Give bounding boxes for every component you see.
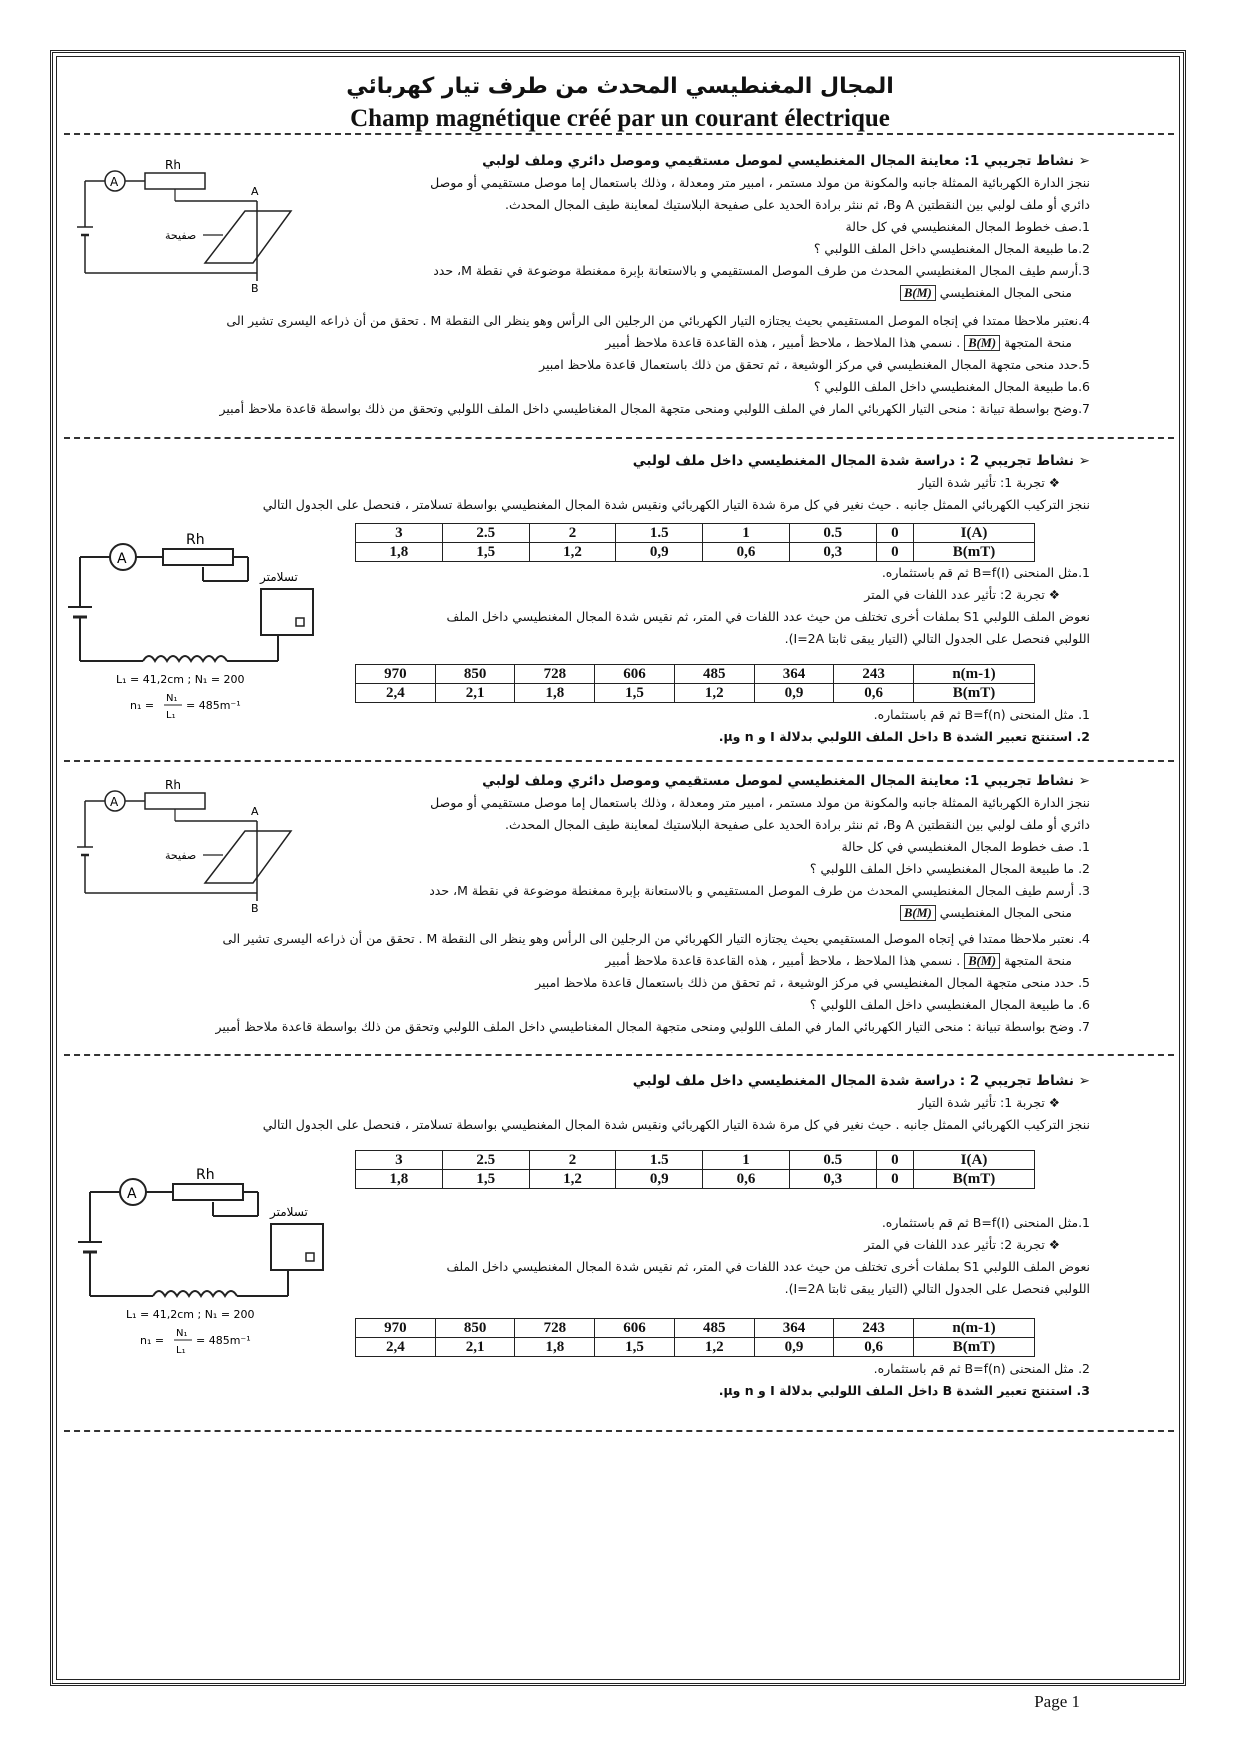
bullet-arrow-icon: ➢ bbox=[1073, 1073, 1090, 1089]
question-7: وضح بواسطة تبيانة : منحى التيار الكهربائي المار في الملف اللولبي ومنحى متجهة المجال المغناطيسي داخل الملف اللولبي وتحقق من ذلك بواسطة قاعدة ملاحظ أمبير bbox=[219, 401, 1079, 416]
circuit-diagram-coil bbox=[68, 525, 338, 725]
teslameter-icon bbox=[261, 589, 313, 635]
turns-formula-den: L₁ bbox=[166, 710, 176, 721]
turns-formula-lhs: n₁ = bbox=[130, 699, 155, 712]
exp1-title: تجربة 1: تأثير شدة التيار bbox=[918, 475, 1045, 490]
vector-bm: B(M) bbox=[900, 285, 936, 301]
activity2-section-3: 1. مثل المنحنى B=f(n) ثم قم باستثماره. 2. استنتج تعبير الشدة B داخل الملف اللولبي بدلالة I و n وµ. bbox=[718, 707, 1090, 744]
rheostat-label: Rh bbox=[165, 158, 181, 172]
question-plot-2: مثل المنحنى B=f(n) ثم قم باستثماره. bbox=[873, 707, 1075, 722]
coil-icon bbox=[143, 656, 227, 661]
intro-line: دائري أو ملف لولبي بين النقطتين A وB، ثم ننثر برادة الحديد على صفيحة البلاستيك لمعاينة طيف المجال المحدث. bbox=[505, 197, 1090, 212]
coil-spec: L₁ = 41,2cm ; N₁ = 200 bbox=[126, 1308, 255, 1321]
table-current: I(A) 0 0.5 1 1.5 2 2.5 3 B(mT) 0 0,3 0,6 0,9 1,2 1,5 1,8 bbox=[355, 1150, 1035, 1189]
question-4: نعتبر ملاحظا ممتدا في إتجاه الموصل المستقيمي بحيث يجتازه التيار الكهربائي من الرجلين الى الرأس وهو ينظر الى النقطة M . تحقق من أن ذراعه اليسرى تشير الى bbox=[226, 313, 1079, 328]
question-3: أرسم طيف المجال المغنطيسي المحدث من طرف الموصل المستقيمي و بالاستعانة بإبرة ممغنطة موضوعة في نقطة M، حدد bbox=[433, 263, 1079, 278]
divider bbox=[64, 1430, 1174, 1432]
exp2-text: اللولبي فنحصل على الجدول التالي (التيار يبقى ثابتا I=2A). bbox=[784, 1281, 1090, 1296]
question-6: ما طبيعة المجال المغنطيسي داخل الملف اللولبي ؟ bbox=[809, 997, 1075, 1012]
intro-line: ننجز الدارة الكهربائية الممثلة جانبه والمكونة من مولد مستمر ، امبير متر ومعدلة ، وذلك باستعمال إما موصل مستقيمي أو موصل bbox=[430, 175, 1090, 190]
rheostat-label: Rh bbox=[196, 1167, 215, 1183]
turns-formula-num: N₁ bbox=[176, 1328, 188, 1339]
table-current: I(A) 0 0.5 1 1.5 2 2.5 3 B(mT) 0 0,3 0,6 0,9 1,2 1,5 1,8 bbox=[355, 523, 1035, 562]
point-a-label: A bbox=[251, 805, 259, 818]
bullet-arrow-icon: ➢ bbox=[1073, 453, 1090, 469]
exp2-text: نعوض الملف اللولبي S1 بملفات أخرى تختلف من حيث عدد اللفات في المتر، ثم نقيس شدة المجال المغنطيسي داخل الملف bbox=[446, 1259, 1090, 1274]
question-plot-2: مثل المنحنى B=f(n) ثم قم باستثماره. bbox=[873, 1361, 1075, 1376]
question-plot-1: مثل المنحنى B=f(I) ثم قم باستثماره. bbox=[881, 1215, 1079, 1230]
coil-spec: L₁ = 41,2cm ; N₁ = 200 bbox=[116, 673, 245, 686]
intro-line: دائري أو ملف لولبي بين النقطتين A وB، ثم ننثر برادة الحديد على صفيحة البلاستيك لمعاينة طيف المجال المحدث. bbox=[505, 817, 1090, 832]
question-4: نعتبر ملاحظا ممتدا في إتجاه الموصل المستقيمي بحيث يجتازه التيار الكهربائي من الرجلين الى الرأس وهو ينظر الى النقطة M . تحقق من أن ذراعه اليسرى تشير الى bbox=[222, 931, 1075, 946]
divider bbox=[64, 760, 1174, 762]
teslameter-label: تسلامتر bbox=[260, 570, 298, 584]
bullet-arrow-icon: ➢ bbox=[1073, 153, 1090, 169]
exp2-title: تجربة 2: تأثير عدد اللفات في المتر bbox=[864, 587, 1045, 602]
point-b-label: B bbox=[251, 902, 259, 915]
activity2-section-1 bbox=[60, 450, 1090, 516]
turns-formula-lhs: n₁ = bbox=[140, 1334, 165, 1347]
exp2-text: اللولبي فنحصل على الجدول التالي (التيار يبقى ثابتا I=2A). bbox=[784, 631, 1090, 646]
diamond-bullet-icon: ❖ bbox=[1044, 475, 1060, 490]
ammeter-label: A bbox=[110, 175, 119, 189]
point-a-label: A bbox=[251, 185, 259, 198]
table-turns: n(m-1) 243 364 485 606 728 850 970 B(mT) 0,6 0,9 1,2 1,5 1,8 2,1 2,4 bbox=[355, 1318, 1035, 1357]
diamond-bullet-icon: ❖ bbox=[1044, 1095, 1060, 1110]
divider bbox=[64, 1054, 1174, 1056]
activity1-section-1: ➢ نشاط تجريبي 1: معاينة المجال المغنطيسي لموصل مستقيمي وموصل دائري وملف لولبي ننجز الدارة الكهربائية الممثلة جانبه والمكونة من مولد مستمر ، امبير متر ومعدلة ، وذلك باستعمال إما موصل مستقيمي أو موصل دائري أو ملف لولبي بين النقطتين A وB، ثم ننثر برادة الحديد على صفيحة البلاستيك لمعاينة طيف المجال المحدث. 1.صف خطوط المجال المغنطيسي في كل حالة 2.ما طبيعة المجال المغنطيسي داخل الملف اللولبي ؟ 3.أرسم طيف المجال المغنطيسي المحدث من طرف الموصل المستقيمي و بالاستعانة بإبرة ممغنطة موضوعة في نقطة M، حدد منحى المجال المغنطيسي B(M) bbox=[290, 150, 1090, 304]
rheostat-label: Rh bbox=[186, 532, 205, 548]
rheostat-label: Rh bbox=[165, 778, 181, 792]
plate-label: صفيحة bbox=[165, 849, 197, 862]
circuit-diagram-plate bbox=[75, 775, 295, 915]
diamond-bullet-icon: ❖ bbox=[1044, 1237, 1060, 1252]
activity1-heading: نشاط تجريبي 1: معاينة المجال المغنطيسي لموصل مستقيمي وموصل دائري وملف لولبي bbox=[482, 773, 1074, 789]
question-5: حدد منحى متجهة المجال المغنطيسي في مركز الوشيعة ، ثم تحقق من ذلك باستعمال قاعدة ملاحظ امبير bbox=[535, 975, 1075, 990]
activity2-heading: نشاط تجريبي 2 : دراسة شدة المجال المغنطيسي داخل ملف لولبي bbox=[632, 1073, 1074, 1089]
page-number: Page 1 bbox=[1034, 1692, 1080, 1711]
title-arabic: المجال المغنطيسي المحدث من طرف تيار كهربائي bbox=[346, 74, 894, 99]
question-2: ما طبيعة المجال المغنطيسي داخل الملف اللولبي ؟ bbox=[809, 861, 1075, 876]
question-1: صف خطوط المجال المغنطيسي في كل حالة bbox=[841, 839, 1075, 854]
vector-bm: B(M) bbox=[900, 905, 936, 921]
plate-label: صفيحة bbox=[165, 229, 197, 242]
table-turns: n(m-1) 243 364 485 606 728 850 970 B(mT) 0,6 0,9 1,2 1,5 1,8 2,1 2,4 bbox=[355, 664, 1035, 703]
turns-formula-num: N₁ bbox=[166, 693, 178, 704]
question-5: حدد منحى متجهة المجال المغنطيسي في مركز الوشيعة ، ثم تحقق من ذلك باستعمال قاعدة ملاحظ امبير bbox=[539, 357, 1079, 372]
vector-bm: B(M) bbox=[964, 335, 1000, 351]
activity1-section-1b: 4.نعتبر ملاحظا ممتدا في إتجاه الموصل المستقيمي بحيث يجتازه التيار الكهربائي من الرجلين الى الرأس وهو ينظر الى النقطة M . تحقق من أن ذراعه اليسرى تشير الى منحة المتجهة B(M) . نسمي هذا الملاحظ ، ملاحظ أمبير ، هذه القاعدة قاعدة ملاحظ أمبير 5.حدد منحى متجهة المجال المغنطيسي في مركز الوشيعة ، ثم تحقق من ذلك باستعمال قاعدة ملاحظ امبير 6.ما طبيعة المجال المغنطيسي داخل الملف اللولبي ؟ 7.وضح بواسطة تبيانة : منحى التيار الكهربائي المار في الملف اللولبي ومنحى متجهة المجال المغناطيسي داخل الملف اللولبي وتحقق من ذلك بواسطة قاعدة ملاحظ أمبير bbox=[219, 313, 1090, 416]
ammeter-label: A bbox=[110, 795, 119, 809]
circuit-diagram-plate bbox=[75, 155, 295, 295]
divider bbox=[64, 133, 1174, 135]
exp1-text: ننجز التركيب الكهربائي الممثل جانبه . حيث نغير في كل مرة شدة التيار الكهربائي ونقيس شدة المجال المغنطيسي بواسطة تسلامتر ، فنحصل على الجدول التالي bbox=[262, 1117, 1090, 1132]
turns-formula-den: L₁ bbox=[176, 1345, 186, 1356]
activity2-section-5: 1.مثل المنحنى B=f(I) ثم قم باستثماره. ❖ تجربة 2: تأثير عدد اللفات في المتر نعوض الملف اللولبي S1 بملفات أخرى تختلف من حيث عدد اللفات في المتر، ثم نقيس شدة المجال المغنطيسي داخل الملف اللولبي فنحصل على الجدول التالي (التيار يبقى ثابتا I=2A). bbox=[240, 1212, 1090, 1300]
circuit-diagram-coil bbox=[78, 1160, 348, 1360]
question-7: وضح بواسطة تبيانة : منحى التيار الكهربائي المار في الملف اللولبي ومنحى متجهة المجال المغناطيسي داخل الملف اللولبي وتحقق من ذلك بواسطة قاعدة ملاحظ أمبير bbox=[215, 1019, 1075, 1034]
bullet-arrow-icon: ➢ bbox=[1073, 773, 1090, 789]
ammeter-label: A bbox=[117, 551, 127, 567]
activity1-section-2b: 4. نعتبر ملاحظا ممتدا في إتجاه الموصل المستقيمي بحيث يجتازه التيار الكهربائي من الرجلين الى الرأس وهو ينظر الى النقطة M . تحقق من أن ذراعه اليسرى تشير الى منحة المتجهة B(M) . نسمي هذا الملاحظ ، ملاحظ أمبير ، هذه القاعدة قاعدة ملاحظ أمبير 5. حدد منحى متجهة المجال المغنطيسي في مركز الوشيعة ، ثم تحقق من ذلك باستعمال قاعدة ملاحظ امبير 6. ما طبيعة المجال المغنطيسي داخل الملف اللولبي ؟ 7. وضح بواسطة تبيانة : منحى التيار الكهربائي المار في الملف اللولبي ومنحى متجهة المجال المغناطيسي داخل الملف اللولبي وتحقق من ذلك بواسطة قاعدة ملاحظ أمبير bbox=[215, 931, 1090, 1034]
exp2-text: نعوض الملف اللولبي S1 بملفات أخرى تختلف من حيث عدد اللفات في المتر، ثم نقيس شدة المجال المغنطيسي داخل الملف bbox=[446, 609, 1090, 624]
question-plot-1: مثل المنحنى B=f(I) ثم قم باستثماره. bbox=[881, 565, 1079, 580]
question-3: أرسم طيف المجال المغنطيسي المحدث من طرف الموصل المستقيمي و بالاستعانة بإبرة ممغنطة موضوعة في نقطة M، حدد bbox=[429, 883, 1075, 898]
divider bbox=[64, 437, 1174, 439]
turns-formula-rhs: = 485m⁻¹ bbox=[186, 699, 241, 712]
coil-icon bbox=[153, 1291, 237, 1296]
ammeter-label: A bbox=[127, 1186, 137, 1202]
exp1-text: ننجز التركيب الكهربائي الممثل جانبه . حيث نغير في كل مرة شدة التيار الكهربائي ونقيس شدة المجال المغنطيسي بواسطة تسلامتر ، فنحصل على الجدول التالي bbox=[262, 497, 1090, 512]
exp2-title: تجربة 2: تأثير عدد اللفات في المتر bbox=[864, 1237, 1045, 1252]
activity1-heading: نشاط تجريبي 1: معاينة المجال المغنطيسي لموصل مستقيمي وموصل دائري وملف لولبي bbox=[482, 153, 1074, 169]
teslameter-icon bbox=[271, 1224, 323, 1270]
point-b-label: B bbox=[251, 282, 259, 295]
activity2-section-2: 1.مثل المنحنى B=f(I) ثم قم باستثماره. ❖ تجربة 2: تأثير عدد اللفات في المتر نعوض الملف اللولبي S1 بملفات أخرى تختلف من حيث عدد اللفات في المتر، ثم نقيس شدة المجال المغنطيسي داخل الملف اللولبي فنحصل على الجدول التالي (التيار يبقى ثابتا I=2A). bbox=[240, 562, 1090, 650]
activity2-section-6: 2. مثل المنحنى B=f(n) ثم قم باستثماره. 3. استنتج تعبير الشدة B داخل الملف اللولبي بدلالة I و n وµ. bbox=[718, 1361, 1090, 1398]
teslameter-label: تسلامتر bbox=[270, 1205, 308, 1219]
question-deduce: استنتج تعبير الشدة B داخل الملف اللولبي بدلالة I و n وµ. bbox=[718, 1383, 1073, 1398]
diamond-bullet-icon: ❖ bbox=[1044, 587, 1060, 602]
activity2-heading: نشاط تجريبي 2 : دراسة شدة المجال المغنطيسي داخل ملف لولبي bbox=[632, 453, 1074, 469]
question-6: ما طبيعة المجال المغنطيسي داخل الملف اللولبي ؟ bbox=[813, 379, 1079, 394]
question-deduce: استنتج تعبير الشدة B داخل الملف اللولبي بدلالة I و n وµ. bbox=[718, 729, 1073, 744]
question-2: ما طبيعة المجال المغنطيسي داخل الملف اللولبي ؟ bbox=[813, 241, 1079, 256]
activity1-section-2: ➢ نشاط تجريبي 1: معاينة المجال المغنطيسي لموصل مستقيمي وموصل دائري وملف لولبي ننجز الدارة الكهربائية الممثلة جانبه والمكونة من مولد مستمر ، امبير متر ومعدلة ، وذلك باستعمال إما موصل مستقيمي أو موصل دائري أو ملف لولبي بين النقطتين A وB، ثم ننثر برادة الحديد على صفيحة البلاستيك لمعاينة طيف المجال المحدث. 1. صف خطوط المجال المغنطيسي في كل حالة 2. ما طبيعة المجال المغنطيسي داخل الملف اللولبي ؟ 3. أرسم طيف المجال المغنطيسي المحدث من طرف الموصل المستقيمي و بالاستعانة بإبرة ممغنطة موضوعة في نقطة M، حدد منحى المجال المغنطيسي B(M) bbox=[290, 770, 1090, 924]
vector-bm: B(M) bbox=[964, 953, 1000, 969]
activity2-section-4 bbox=[60, 1070, 1090, 1136]
exp1-title: تجربة 1: تأثير شدة التيار bbox=[918, 1095, 1045, 1110]
intro-line: ننجز الدارة الكهربائية الممثلة جانبه والمكونة من مولد مستمر ، امبير متر ومعدلة ، وذلك باستعمال إما موصل مستقيمي أو موصل bbox=[430, 795, 1090, 810]
question-1: صف خطوط المجال المغنطيسي في كل حالة bbox=[845, 219, 1079, 234]
turns-formula-rhs: = 485m⁻¹ bbox=[196, 1334, 251, 1347]
title-french: Champ magnétique créé par un courant électrique bbox=[350, 105, 890, 132]
